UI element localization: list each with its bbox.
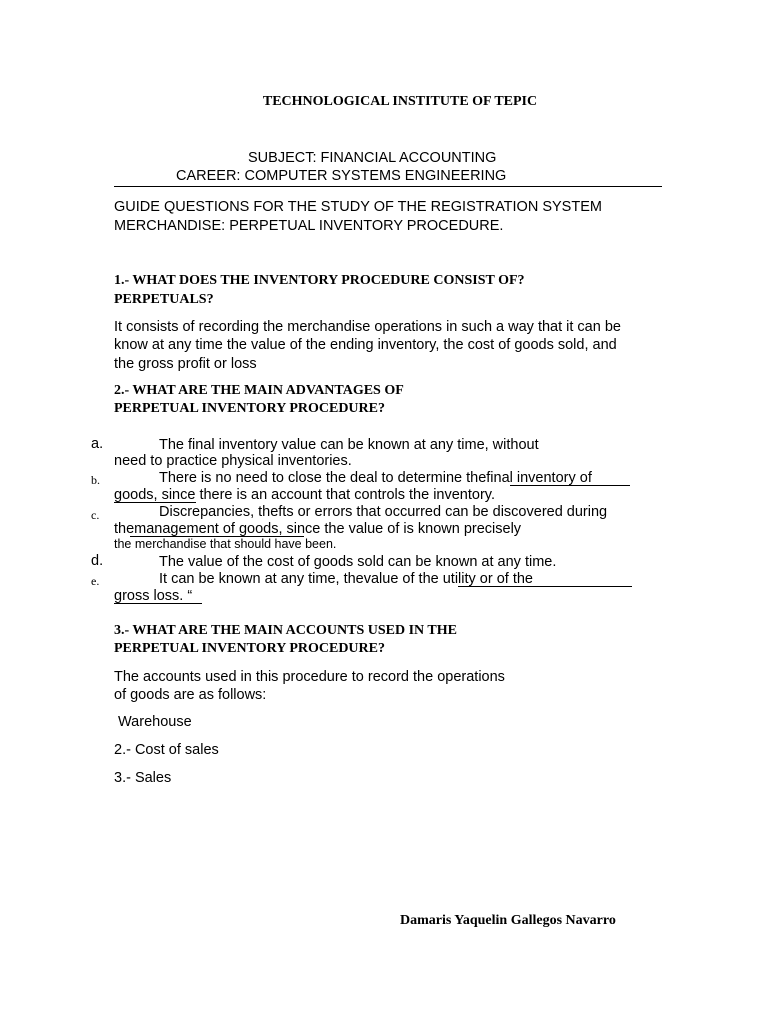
advantage-c-line-3: the merchandise that should have been. <box>114 537 337 551</box>
question-1-title-line-2: PERPETUALS? <box>114 292 214 307</box>
underline-e-2 <box>114 603 202 604</box>
question-2-title-line-2: PERPETUAL INVENTORY PROCEDURE? <box>114 401 385 416</box>
advantage-a-line-2: need to practice physical inventories. <box>114 453 352 469</box>
author-signature: Damaris Yaquelin Gallegos Navarro <box>400 913 616 928</box>
question-2-title-line-1: 2.- WHAT ARE THE MAIN ADVANTAGES OF <box>114 383 404 398</box>
intro-line-2: MERCHANDISE: PERPETUAL INVENTORY PROCEDURE. <box>114 218 504 234</box>
account-item-2: 2.- Cost of sales <box>114 742 219 758</box>
account-item-1: Warehouse <box>114 714 192 730</box>
institute-title: TECHNOLOGICAL INSTITUTE OF TEPIC <box>262 94 538 109</box>
list-marker-e: e. <box>91 574 100 588</box>
advantage-c-line-1: Discrepancies, thefts or errors that occurred can be discovered during <box>159 504 608 520</box>
question-3-answer-line-1: The accounts used in this procedure to record the operations <box>114 669 505 685</box>
advantage-b-line-1: There is no need to close the deal to determine thefinal inventory of <box>159 470 592 486</box>
intro-line-1: GUIDE QUESTIONS FOR THE STUDY OF THE REGISTRATION SYSTEM <box>114 199 602 215</box>
question-1-title-line-1: 1.- WHAT DOES THE INVENTORY PROCEDURE CONSIST OF? <box>114 273 525 288</box>
question-1-answer-line-1: It consists of recording the merchandise operations in such a way that it can be <box>114 319 621 335</box>
list-marker-a: a. <box>91 436 104 452</box>
question-1-answer-line-2: know at any time the value of the ending inventory, the cost of goods sold, and <box>114 337 617 353</box>
advantage-a-line-1: The final inventory value can be known at any time, without <box>159 437 539 453</box>
list-marker-d: d. <box>91 553 104 569</box>
advantage-e-line-2: gross loss. “ <box>114 588 193 604</box>
list-marker-c: c. <box>91 508 100 522</box>
list-marker-b: b. <box>91 473 100 487</box>
underline-b-1 <box>510 485 630 486</box>
question-3-answer-line-2: of goods are as follows: <box>114 687 267 703</box>
question-3-title-line-1: 3.- WHAT ARE THE MAIN ACCOUNTS USED IN THE <box>114 623 457 638</box>
advantage-d-line-1: The value of the cost of goods sold can be known at any time. <box>159 554 557 570</box>
question-3-title-line-2: PERPETUAL INVENTORY PROCEDURE? <box>114 641 385 656</box>
advantage-c-line-2: themanagement of goods, since the value of is known precisely <box>114 521 522 537</box>
subject-line: SUBJECT: FINANCIAL ACCOUNTING <box>248 150 497 166</box>
account-item-3: 3.- Sales <box>114 770 172 786</box>
career-line: CAREER: COMPUTER SYSTEMS ENGINEERING <box>176 168 507 184</box>
advantage-b-line-2: goods, since there is an account that controls the inventory. <box>114 487 495 503</box>
question-1-answer-line-3: the gross profit or loss <box>114 356 257 372</box>
header-divider <box>114 186 662 187</box>
underline-e-1 <box>458 586 632 587</box>
advantage-e-line-1: It can be known at any time, thevalue of the utility or of the <box>159 571 533 587</box>
